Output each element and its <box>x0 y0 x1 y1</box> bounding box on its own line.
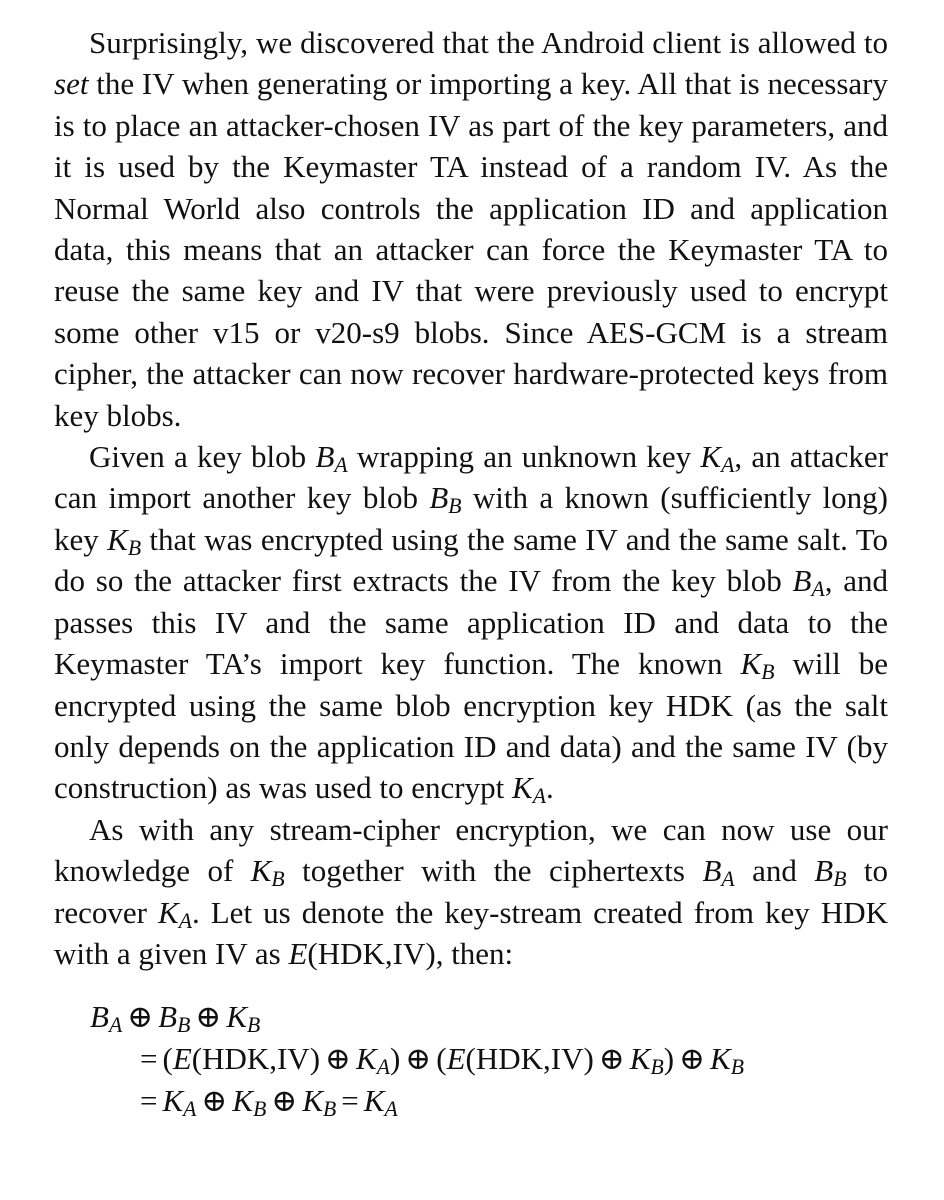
paragraph-3-text: . Let us denote the key-stream created from key HDK with a given IV as <box>54 894 888 971</box>
paragraph-3-text: , then: <box>435 935 514 971</box>
math-var <box>288 936 307 971</box>
math-subscript: B <box>177 1013 191 1038</box>
paren: ( <box>436 1041 447 1077</box>
math-var <box>302 1083 337 1122</box>
math-symbol: K <box>232 1083 254 1119</box>
math-symbol: B <box>158 999 178 1035</box>
math-subscript: B <box>650 1055 664 1080</box>
math-var <box>792 563 825 602</box>
math-symbol: B <box>814 853 834 889</box>
math-symbol: K <box>512 770 533 806</box>
math-var <box>710 1041 744 1080</box>
math-var <box>250 853 285 891</box>
paragraph-3-text: As with any stream-cipher encryption, we can now use our knowledge of <box>54 811 888 889</box>
math-symbol: K <box>302 1083 324 1119</box>
paragraph-2-text: . <box>545 770 554 806</box>
paragraph-2-text: that was encrypted using the same IV and the same salt. To do so the attacker first extracts the IV from the key blob <box>54 521 889 599</box>
xor-operator: ⊕ <box>195 999 222 1035</box>
xor-operator: ⊕ <box>127 999 154 1035</box>
paragraph-2-text: wrapping an unknown key <box>347 439 701 475</box>
math-symbol: K <box>700 439 722 475</box>
math-var <box>429 480 462 519</box>
math-var <box>226 999 261 1038</box>
xor-operator: ⊕ <box>271 1083 298 1119</box>
math-subscript: A <box>183 1097 197 1122</box>
math-var <box>629 1041 664 1080</box>
paragraph-3-text: and <box>734 853 815 889</box>
paragraph-2-text: Given a key blob <box>89 439 316 475</box>
paragraph-2-text: , an attacker can import another key blob <box>54 439 888 516</box>
math-symbol: E <box>288 935 308 971</box>
math-subscript: B <box>253 1097 267 1122</box>
paragraph-1 <box>54 22 888 436</box>
equation-line-3 <box>54 1080 888 1122</box>
equation-line-1 <box>54 996 888 1038</box>
math-subscript: B <box>271 866 285 891</box>
math-subscript: B <box>833 866 847 891</box>
math-symbol: E <box>172 1041 192 1077</box>
emphasis-set: set <box>54 66 89 102</box>
xor-operator: ⊕ <box>405 1041 432 1077</box>
math-symbol: K <box>710 1041 731 1077</box>
math-args: (HDK,IV) <box>465 1041 594 1077</box>
math-subscript: A <box>721 452 735 477</box>
equals-operator: = <box>341 1083 359 1119</box>
math-symbol: K <box>158 894 179 930</box>
math-symbol: K <box>250 853 272 889</box>
math-var <box>740 646 775 684</box>
math-var <box>700 439 735 477</box>
xor-operator: ⊕ <box>325 1041 352 1077</box>
math-subscript: B <box>323 1097 337 1122</box>
xor-operator: ⊕ <box>598 1041 625 1077</box>
math-symbol: K <box>740 646 762 682</box>
math-symbol: E <box>446 1041 466 1077</box>
xor-operator: ⊕ <box>679 1041 706 1077</box>
paragraph-3 <box>54 809 888 975</box>
math-subscript: A <box>384 1097 398 1122</box>
math-subscript: B <box>448 494 462 519</box>
paragraph-2-text: will be encrypted using the same blob encryption key HDK (as the salt only depends on the application ID and data) and the same IV (by construction) as was used to encrypt <box>54 646 888 806</box>
paren: ) <box>389 1041 401 1077</box>
math-symbol: B <box>702 853 722 889</box>
math-symbol: B <box>90 999 109 1035</box>
paren: ) <box>663 1041 675 1077</box>
math-symbol: K <box>107 521 128 557</box>
paragraph-2 <box>54 436 888 809</box>
paragraph-2-text: , and passes this IV and the same application ID and data to the Keymaster TA’s import key function. The known <box>54 563 888 682</box>
math-var <box>232 1083 267 1122</box>
math-var <box>363 1083 398 1122</box>
math-symbol: K <box>162 1083 184 1119</box>
math-var <box>90 999 123 1038</box>
equation-line-2 <box>54 1038 888 1080</box>
paragraph-3-text: to recover <box>54 853 889 930</box>
math-symbol: B <box>315 439 335 475</box>
math-args: (HDK,IV) <box>191 1041 321 1077</box>
math-subscript: A <box>178 908 192 933</box>
math-subscript: B <box>730 1055 744 1080</box>
math-var <box>162 1083 197 1122</box>
math-var <box>315 439 348 477</box>
math-var <box>158 894 192 933</box>
math-var <box>356 1041 390 1080</box>
math-var <box>107 521 142 560</box>
math-var <box>814 853 847 891</box>
math-symbol: B <box>792 563 812 599</box>
math-subscript: B <box>761 659 775 684</box>
paragraph-3-text: together with the ciphertexts <box>284 853 703 889</box>
math-symbol: B <box>429 480 449 516</box>
math-subscript: A <box>721 866 735 891</box>
math-subscript: A <box>334 452 348 477</box>
equals-operator: = <box>140 1041 158 1077</box>
math-subscript: B <box>127 535 142 560</box>
math-subscript: A <box>108 1013 123 1038</box>
paragraph-2-text: with a known (sufficiently long) key <box>54 480 888 557</box>
math-subscript: A <box>532 784 546 809</box>
paragraph-1-text-b: the IV when generating or importing a key. All that is necessary is to place an attacker-chosen IV as part of the key parameters, and it is used by the Keymaster TA instead of a random IV. As the Normal World also controls the application ID and application data, this means that an attacker can force the Keymaster TA to reuse the same key and IV that were previously used to encrypt some other v15 or v20-s9 blobs. Since AES-GCM is a stream cipher, the attacker can now recover hardware-protected keys from key blobs. <box>54 66 888 433</box>
math-var <box>512 770 546 809</box>
math-subscript: A <box>811 577 825 602</box>
paren: ( <box>162 1041 173 1077</box>
math-symbol: K <box>226 999 248 1035</box>
math-var <box>702 853 735 891</box>
math-symbol: K <box>629 1041 651 1077</box>
math-symbol: K <box>363 1083 385 1119</box>
math-args: (HDK,IV) <box>307 935 436 971</box>
equals-operator: = <box>140 1083 158 1119</box>
math-subscript: A <box>376 1055 390 1080</box>
math-var <box>158 999 191 1038</box>
math-symbol: K <box>356 1041 377 1077</box>
math-subscript: B <box>247 1013 261 1038</box>
xor-operator: ⊕ <box>201 1083 228 1119</box>
equation-block <box>54 996 888 1122</box>
paragraph-1-text-a: Surprisingly, we discovered that the Android client is allowed to <box>89 25 888 60</box>
